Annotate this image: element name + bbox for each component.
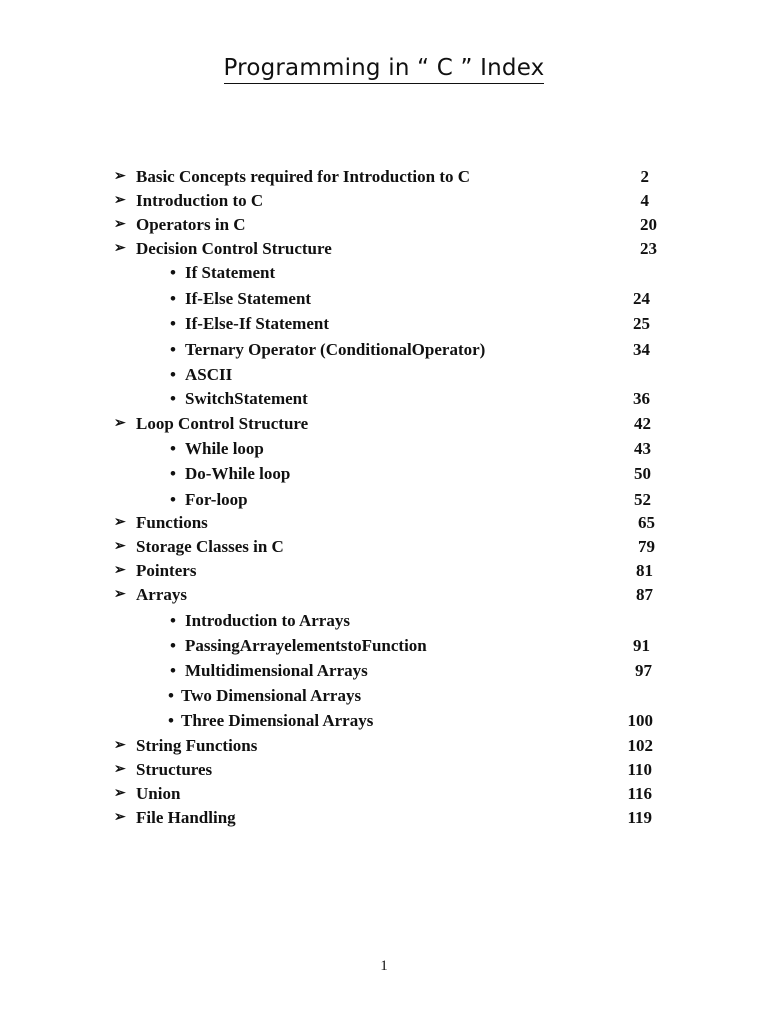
toc-entry-page: 50 bbox=[634, 464, 651, 483]
toc-entry-label: Loop Control Structure bbox=[136, 414, 309, 433]
toc-entry-label: Storage Classes in C bbox=[136, 537, 284, 556]
toc-entry-page: 91 bbox=[633, 636, 650, 655]
toc-entry-page: 52 bbox=[634, 490, 651, 509]
toc-entry-page: 23 bbox=[640, 239, 657, 258]
toc-entry-label: While loop bbox=[185, 439, 264, 458]
toc-entry-page: 97 bbox=[635, 661, 652, 680]
bullet-icon: • bbox=[170, 439, 176, 458]
toc-entry-page: 87 bbox=[636, 585, 653, 604]
toc-entry-label: Multidimensional Arrays bbox=[185, 661, 368, 680]
toc-entry-label: File Handling bbox=[136, 808, 236, 827]
bullet-icon: • bbox=[170, 340, 176, 359]
arrow-bullet-icon: ➢ bbox=[114, 241, 126, 256]
toc-entry-label: Structures bbox=[136, 760, 213, 779]
toc-entry-label: Three Dimensional Arrays bbox=[181, 711, 374, 730]
toc-entry-label: Operators in C bbox=[136, 215, 246, 234]
toc-entry-label: If-Else Statement bbox=[185, 289, 312, 308]
toc-entry-label: Introduction to C bbox=[136, 191, 264, 210]
bullet-icon: • bbox=[170, 464, 176, 483]
toc-entry-label: Do-While loop bbox=[185, 464, 291, 483]
toc-entry-page: 100 bbox=[627, 711, 653, 730]
toc-entry-label: Arrays bbox=[136, 585, 187, 604]
toc-entry-page: 34 bbox=[633, 340, 650, 359]
bullet-icon: • bbox=[170, 636, 176, 655]
toc-entry-label: Basic Concepts required for Introduction to C bbox=[136, 167, 471, 186]
toc-entry-page: 2 bbox=[640, 167, 649, 186]
arrow-bullet-icon: ➢ bbox=[114, 515, 126, 530]
toc-entry-label: String Functions bbox=[136, 736, 258, 755]
toc-entry-page: 42 bbox=[634, 414, 651, 433]
toc-entry-page: 110 bbox=[627, 760, 652, 779]
toc-entry-label: Union bbox=[136, 784, 181, 803]
arrow-bullet-icon: ➢ bbox=[114, 193, 126, 208]
toc-entry-label: For-loop bbox=[185, 490, 248, 509]
toc-entry-label: If Statement bbox=[185, 263, 276, 282]
toc-entry-page: 81 bbox=[636, 561, 653, 580]
toc-entry-page: 43 bbox=[634, 439, 651, 458]
bullet-icon: • bbox=[170, 263, 176, 282]
toc-entry-label: SwitchStatement bbox=[185, 389, 308, 408]
toc-entry-page: 79 bbox=[638, 537, 655, 556]
toc-entry-label: PassingArrayelementstoFunction bbox=[185, 636, 427, 655]
arrow-bullet-icon: ➢ bbox=[114, 810, 126, 825]
bullet-icon: • bbox=[170, 289, 176, 308]
page-number: 1 bbox=[380, 958, 388, 974]
toc-entry-label: Functions bbox=[136, 513, 208, 532]
toc-entry-label: Ternary Operator (ConditionalOperator) bbox=[185, 340, 486, 359]
arrow-bullet-icon: ➢ bbox=[114, 762, 126, 777]
toc-entry-page: 24 bbox=[633, 289, 650, 308]
toc-entry-page: 116 bbox=[627, 784, 652, 803]
toc-entry-page: 119 bbox=[627, 808, 652, 827]
bullet-icon: • bbox=[168, 711, 174, 730]
toc-entry-label: If-Else-If Statement bbox=[185, 314, 329, 333]
bullet-icon: • bbox=[170, 365, 176, 384]
bullet-icon: • bbox=[170, 490, 176, 509]
bullet-icon: • bbox=[170, 314, 176, 333]
toc-entry-label: ASCII bbox=[185, 365, 233, 384]
arrow-bullet-icon: ➢ bbox=[114, 587, 126, 602]
toc-entry-page: 20 bbox=[640, 215, 657, 234]
arrow-bullet-icon: ➢ bbox=[114, 217, 126, 232]
toc-entry-page: 36 bbox=[633, 389, 650, 408]
arrow-bullet-icon: ➢ bbox=[114, 416, 126, 431]
arrow-bullet-icon: ➢ bbox=[114, 539, 126, 554]
arrow-bullet-icon: ➢ bbox=[114, 786, 126, 801]
toc-entry-page: 65 bbox=[638, 513, 655, 532]
toc-entry-label: Pointers bbox=[136, 561, 197, 580]
arrow-bullet-icon: ➢ bbox=[114, 738, 126, 753]
arrow-bullet-icon: ➢ bbox=[114, 563, 126, 578]
bullet-icon: • bbox=[170, 389, 176, 408]
bullet-icon: • bbox=[170, 611, 176, 630]
toc-entry-label: Decision Control Structure bbox=[136, 239, 332, 258]
toc-entry-page: 102 bbox=[627, 736, 653, 755]
toc-entry-page: 25 bbox=[633, 314, 650, 333]
toc-entry-label: Two Dimensional Arrays bbox=[181, 686, 362, 705]
arrow-bullet-icon: ➢ bbox=[114, 169, 126, 184]
toc-entry-label: Introduction to Arrays bbox=[185, 611, 350, 630]
bullet-icon: • bbox=[168, 686, 174, 705]
page-title-text: Programming in “ C ” Index bbox=[224, 55, 545, 84]
bullet-icon: • bbox=[170, 661, 176, 680]
toc-entry-page: 4 bbox=[640, 191, 649, 210]
